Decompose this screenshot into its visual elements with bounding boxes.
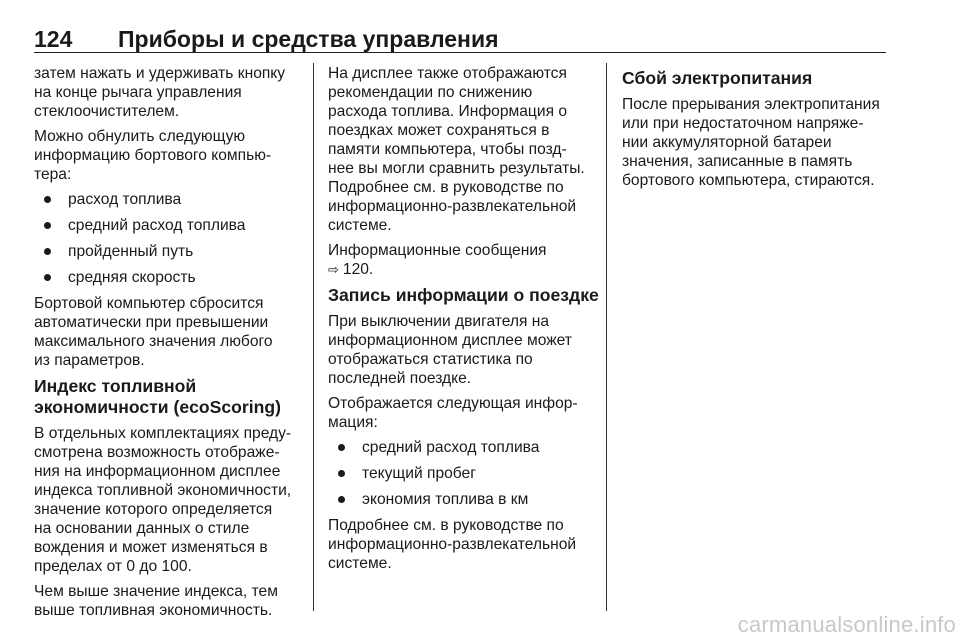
text-line: выше топливная экономичность.	[34, 602, 273, 619]
bullet-list	[34, 190, 304, 287]
heading-line: экономичности (ecoScoring)	[34, 397, 281, 417]
text-line: расхода топлива. Информация о	[328, 103, 568, 120]
section-heading	[34, 376, 304, 418]
text-line: автоматически при превышении	[34, 314, 269, 331]
ref-page: 120.	[342, 261, 374, 278]
cross-reference[interactable]	[328, 260, 604, 279]
text-line: памяти компьютера, чтобы позд-	[328, 141, 567, 158]
text-line: После прерывания электропитания	[622, 96, 880, 113]
text-line: или при недостаточном напряже-	[622, 115, 864, 132]
bullet-item: средний расход топлива	[34, 216, 304, 235]
text-line: системе.	[328, 555, 392, 572]
text-line: затем нажать и удерживать кнопку	[34, 65, 286, 82]
section-heading	[622, 68, 894, 89]
paragraph	[34, 424, 304, 576]
paragraph	[34, 127, 304, 184]
text-line: пределах от 0 до 100.	[34, 558, 192, 575]
text-line: Отображается следующая инфор-	[328, 395, 578, 412]
text-line: рекомендации по снижению	[328, 84, 533, 101]
text-line: значение которого определяется	[34, 501, 273, 518]
text-line: В отдельных комплектациях преду-	[34, 425, 292, 442]
text-line: информационно-развлекательной	[328, 198, 577, 215]
text-line: Бортовой компьютер сбросится	[34, 295, 264, 312]
text-line: из параметров.	[34, 352, 145, 369]
text-line: индекса топливной экономичности,	[34, 482, 292, 499]
page-title: Приборы и средства управления	[118, 26, 499, 52]
text-line: максимального значения любого	[34, 333, 273, 350]
header-rule	[34, 52, 886, 53]
text-line: смотрена возможность отображе-	[34, 444, 280, 461]
text-line: нии аккумуляторной батареи	[622, 134, 832, 151]
section-heading	[328, 285, 604, 306]
column-1	[34, 64, 304, 626]
bullet-item: экономия топлива в км	[328, 490, 604, 509]
heading-line: Запись информации о поездке	[328, 285, 599, 305]
text-line: мация:	[328, 414, 378, 431]
page-number: 124	[34, 26, 73, 52]
arrow-ref-icon: ⇨	[328, 262, 339, 277]
column-divider-2	[606, 63, 607, 611]
paragraph	[34, 64, 304, 121]
bullet-list	[328, 438, 604, 509]
text-line: ния на информационном дисплее	[34, 463, 281, 480]
column-3	[622, 64, 894, 196]
paragraph	[622, 95, 894, 190]
text-line: Информационные сообщения	[328, 242, 547, 259]
bullet-item: средняя скорость	[34, 268, 304, 287]
paragraph	[34, 582, 304, 620]
text-line: значения, записанные в память	[622, 153, 853, 170]
column-2	[328, 64, 604, 579]
text-line: информацию бортового компью-	[34, 147, 272, 164]
paragraph	[34, 294, 304, 370]
text-line: системе.	[328, 217, 392, 234]
text-line: последней поездке.	[328, 370, 472, 387]
text-line: информационно-развлекательной	[328, 536, 577, 553]
text-line: нее вы могли сравнить результаты.	[328, 160, 585, 177]
text-line: тера:	[34, 166, 72, 183]
heading-line: Индекс топливной	[34, 376, 197, 396]
text-line: информационном дисплее может	[328, 332, 572, 349]
watermark: carmanualsonline.info	[737, 612, 956, 637]
text-line: Подробнее см. в руководстве по	[328, 517, 564, 534]
paragraph	[328, 516, 604, 573]
text-line: вождения и может изменяться в	[34, 539, 268, 556]
text-line: отображаться статистика по	[328, 351, 533, 368]
paragraph	[328, 64, 604, 235]
heading-line: Сбой электропитания	[622, 68, 813, 88]
text-line: поездках может сохраняться в	[328, 122, 550, 139]
bullet-item: пройденный путь	[34, 242, 304, 261]
text-line: Можно обнулить следующую	[34, 128, 246, 145]
text-line: бортового компьютера, стираются.	[622, 172, 875, 189]
text-line: Чем выше значение индекса, тем	[34, 583, 278, 600]
text-line: на конце рычага управления	[34, 84, 242, 101]
text-line: При выключении двигателя на	[328, 313, 550, 330]
text-line: На дисплее также отображаются	[328, 65, 567, 82]
bullet-item: текущий пробег	[328, 464, 604, 483]
paragraph	[328, 241, 604, 279]
column-divider-1	[313, 63, 314, 611]
paragraph	[328, 394, 604, 432]
page-header	[34, 26, 886, 52]
paragraph	[328, 312, 604, 388]
text-line: стеклоочистителем.	[34, 103, 180, 120]
bullet-item: расход топлива	[34, 190, 304, 209]
text-line: на основании данных о стиле	[34, 520, 250, 537]
bullet-item: средний расход топлива	[328, 438, 604, 457]
text-line: Подробнее см. в руководстве по	[328, 179, 564, 196]
